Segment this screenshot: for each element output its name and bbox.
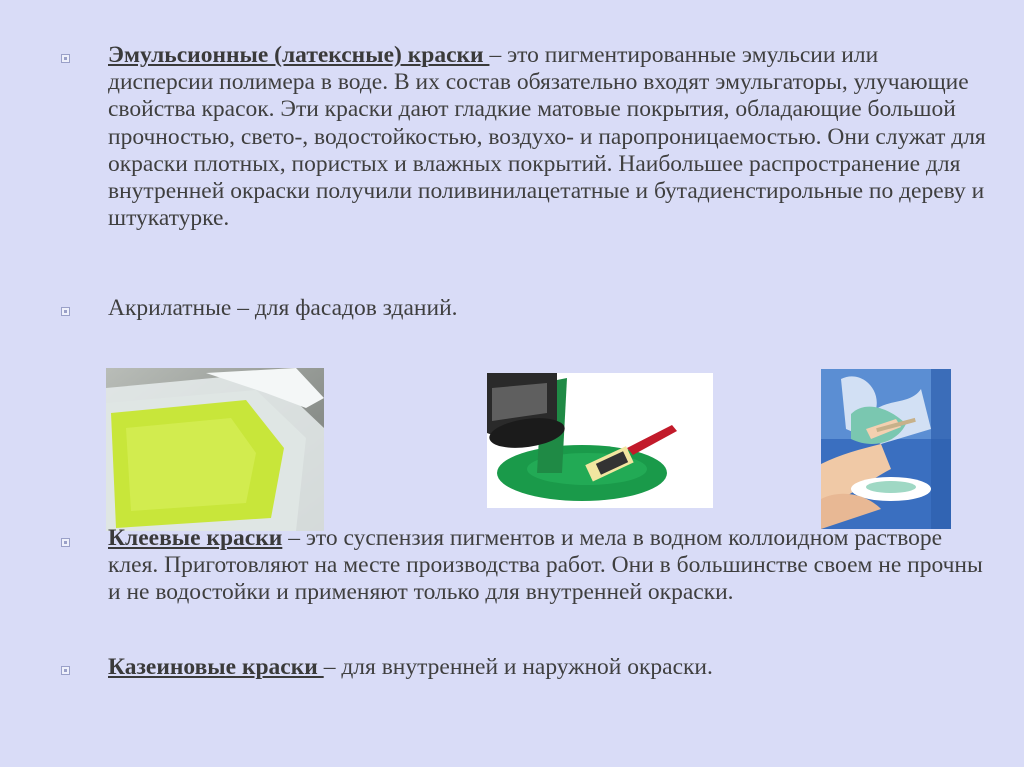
paint-tray-image — [106, 368, 324, 531]
term-emulsion-paints: Эмульсионные (латексные) краски — [108, 42, 490, 68]
bullet-icon — [60, 306, 71, 317]
bullet-icon — [60, 665, 71, 676]
paragraph-text: – для внутренней и наружной окраски. — [323, 654, 713, 680]
paragraph-acrylate-paints — [108, 295, 988, 322]
paragraph-text: – это пигментированные эмульсии или дисперсии полимера в воде. В их состав обязательно входят эмульгаторы, улучающие свойства красок. Эти краски дают гладкие матовые покрытия, обладающие большой прочностью, свето-, водостойкостью, воздухо- и паропроницаемостью. Они служат для окраски плотных, пористых и влажных покрытий. Наибольшее распространение для внутренней окраски получили поливинилацетатные и бутадиенстирольные по дереву и штукатурке. — [108, 42, 986, 232]
paragraph-text: – это суспензия пигментов и мела в водном коллоидном растворе клея. Приготовляют на месте производства работ. Они в большинстве своем не прочны и не водостойки и применяют только для внутренней окраски. — [108, 525, 983, 606]
paragraph-text: Акрилатные – для фасадов зданий. — [108, 295, 458, 321]
bullet-icon — [60, 537, 71, 548]
paragraph-glue-paints — [108, 525, 988, 607]
term-glue-paints: Клеевые краски — [108, 525, 283, 551]
bullet-icon — [60, 53, 71, 64]
stencil-painting-image — [821, 369, 951, 529]
paragraph-casein-paints — [108, 654, 988, 681]
paragraph-emulsion-paints — [108, 42, 988, 232]
term-casein-paints: Казеиновые краски — [108, 654, 324, 680]
paint-can-brush-image — [487, 373, 713, 508]
